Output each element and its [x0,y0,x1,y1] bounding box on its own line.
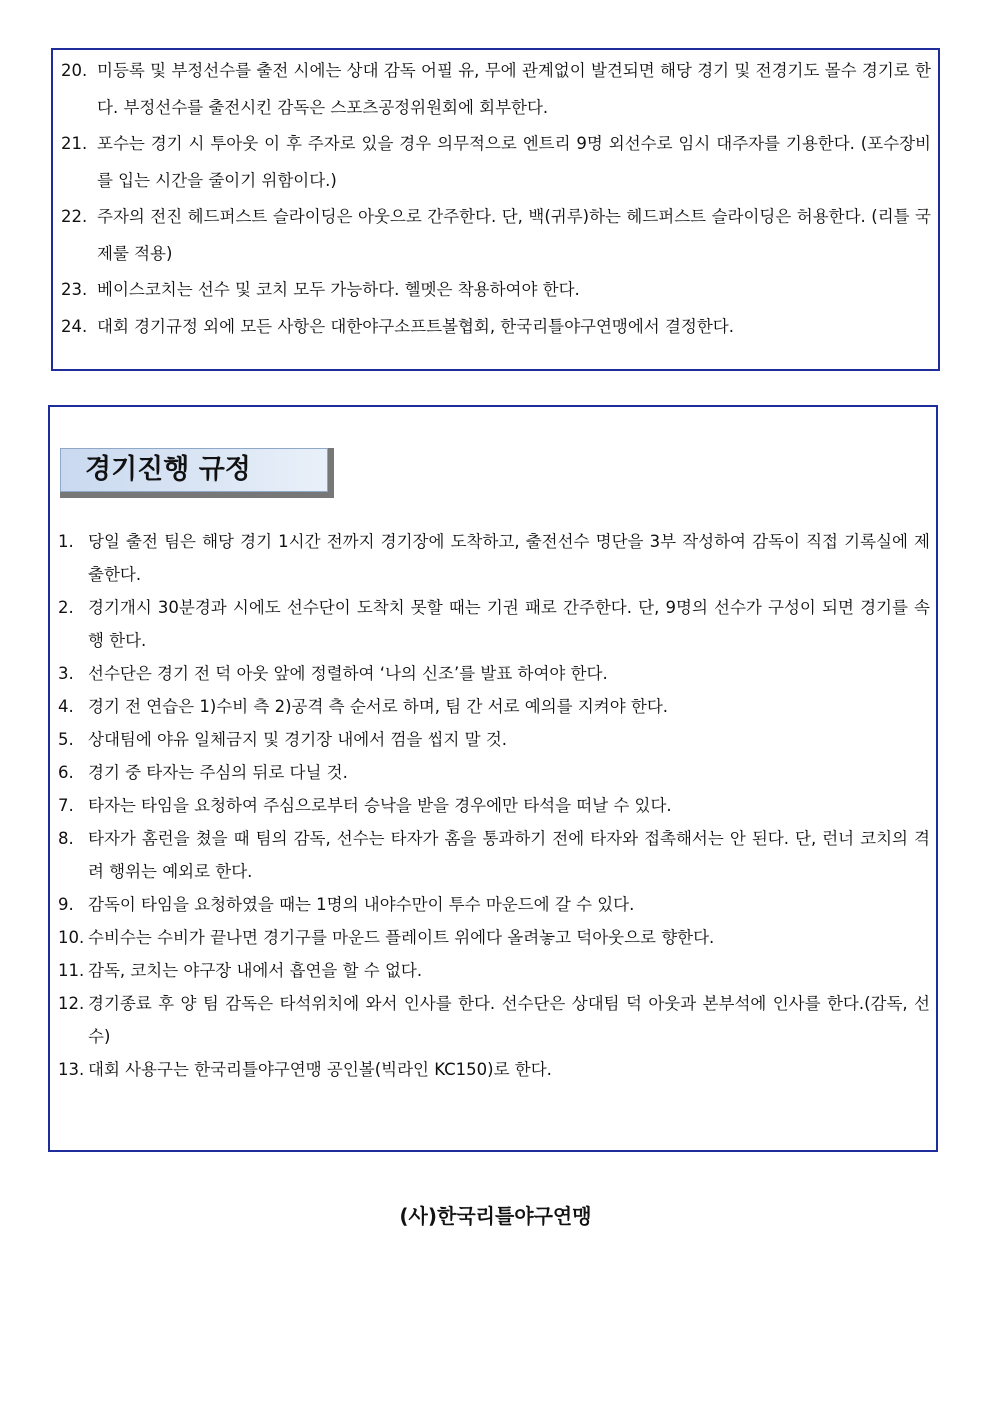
item-number: 12. [58,994,85,1013]
item-number: 9. [58,895,74,914]
item-text: 대회 사용구는 한국리틀야구연맹 공인볼(빅라인 KC150)로 한다. [88,1060,552,1079]
item-number: 21. [61,134,88,153]
item-number: 3. [58,664,74,683]
list-item [58,657,930,690]
item-text: 경기종료 후 양 팀 감독은 타석위치에 와서 인사를 한다. 선수단은 상대팀 덕 아웃과 본부석에 인사를 한다.(감독, 선수) [88,994,930,1046]
list-item [58,591,930,657]
item-text: 포수는 경기 시 투아웃 이 후 주자로 있을 경우 의무적으로 엔트리 9명 외선수로 임시 대주자를 기용한다. (포수장비를 입는 시간을 줄이기 위함이다.) [97,134,931,190]
item-text: 미등록 및 부정선수를 출전 시에는 상대 감독 어필 유, 무에 관계없이 발견되면 해당 경기 및 전경기도 몰수 경기로 한다. 부정선수를 출전시킨 감독은 스포츠공정위원회에 회부한다. [97,61,931,117]
item-text: 경기 중 타자는 주심의 뒤로 다닐 것. [88,763,348,782]
list-item [58,525,930,591]
item-number: 24. [61,316,88,336]
item-number: 10. [58,928,85,947]
item-text: 대회 경기규정 외에 모든 사항은 대한야구소프트볼협회, 한국리틀야구연맹에서 결정한다. [97,316,734,336]
item-text: 수비수는 수비가 끝나면 경기구를 마운드 플레이트 위에다 올려놓고 덕아웃으로 향한다. [88,928,715,947]
item-text: 경기개시 30분경과 시에도 선수단이 도착치 못할 때는 기권 패로 간주한다. 단, 9명의 선수가 구성이 되면 경기를 속행 한다. [88,598,930,650]
item-number: 8. [58,829,74,848]
list-item [58,723,930,756]
item-text: 경기 전 연습은 1)수비 측 2)공격 측 순서로 하며, 팀 간 서로 예의를 지켜야 한다. [88,697,669,716]
list-item [58,921,930,954]
item-text: 감독, 코치는 야구장 내에서 흡연을 할 수 없다. [88,961,423,980]
item-number: 5. [58,730,74,749]
list-item [58,789,930,822]
list-item [58,888,930,921]
list-item [58,756,930,789]
list-item [61,126,931,199]
item-number: 13. [58,1060,85,1079]
item-text: 선수단은 경기 전 덕 아웃 앞에 정렬하여 ‘나의 신조’를 발표 하여야 한다. [88,664,608,683]
item-number: 2. [58,598,74,617]
list-item [58,1053,930,1086]
list-item [58,822,930,888]
item-text: 주자의 전진 헤드퍼스트 슬라이딩은 아웃으로 간주한다. 단, 백(귀루)하는 헤드퍼스트 슬라이딩은 허용한다. (리틀 국제룰 적용) [97,207,931,263]
item-text: 베이스코치는 선수 및 코치 모두 가능하다. 헬멧은 착용하여야 한다. [97,280,580,299]
item-text: 타자가 홈런을 쳤을 때 팀의 감독, 선수는 타자가 홈을 통과하기 전에 타자와 접촉해서는 안 된다. 단, 런너 코치의 격려 행위는 예외로 한다. [88,829,930,881]
item-number: 23. [61,280,88,299]
item-text: 상대팀에 야유 일체금지 및 경기장 내에서 껌을 씹지 말 것. [88,730,508,749]
list-item [61,309,931,346]
item-text: 타자는 타임을 요청하여 주심으로부터 승낙을 받을 경우에만 타석을 떠날 수 있다. [88,796,672,815]
game-progress-rules-box [48,405,938,1152]
item-number: 7. [58,796,74,815]
item-number: 11. [58,961,85,980]
item-number: 6. [58,763,74,782]
list-item [61,53,931,126]
game-rules-list [58,525,930,1086]
item-text: 당일 출전 팀은 해당 경기 1시간 전까지 경기장에 도착하고, 출전선수 명단을 3부 작성하여 감독이 직접 기록실에 제출한다. [88,532,930,584]
item-number: 4. [58,697,74,716]
section-title-shadow [60,448,334,498]
section-title: 경기진행 규정 [60,448,328,492]
item-number: 20. [61,61,88,80]
organization-name: (사)한국리틀야구연맹 [399,1204,592,1228]
list-item [61,199,931,272]
list-item [58,954,930,987]
item-number: 22. [61,207,88,226]
list-item [58,690,930,723]
continued-rules-list [61,53,931,345]
list-item [58,987,930,1053]
item-number: 1. [58,532,74,551]
list-item [61,272,931,309]
continued-rules-box [51,48,940,371]
item-text: 감독이 타임을 요청하였을 때는 1명의 내야수만이 투수 마운드에 갈 수 있다. [88,895,635,914]
